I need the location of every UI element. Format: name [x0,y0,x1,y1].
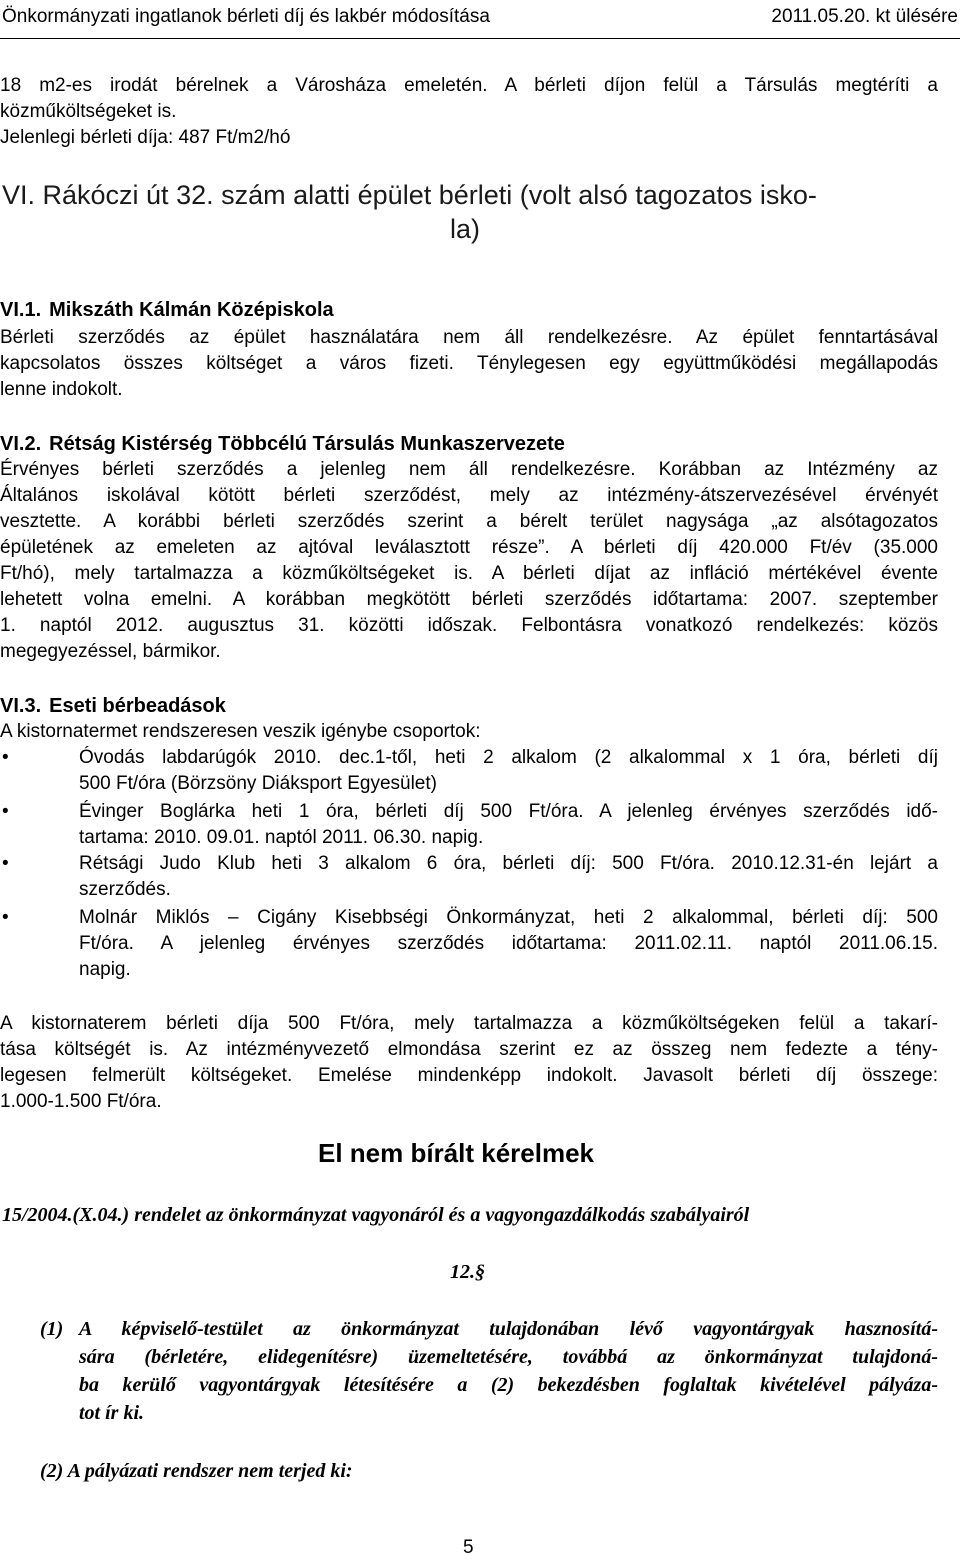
decree-line: A képviselő-testület az önkormányzat tulajdonában lévő vagyontárgyak hasznosítá- [79,1318,938,1340]
header-title: Önkormányzati ingatlanok bérleti díj és lakbér módosítása [2,6,490,27]
paragraph-line: lehetett volna emelni. A korábban megkötött bérleti szerződés időtartama: 2007. szeptember [0,589,938,610]
paragraph-line: Érvényes bérleti szerződés a jelenleg nem áll rendelkezésre. Korábban az Intézmény az [0,459,938,480]
paragraph-line: Bérleti szerződés az épület használatára nem áll rendelkezésre. Az épület fenntartásával [0,327,938,348]
list-item-line: tartama: 2010. 09.01. naptól 2011. 06.30. napig. [79,827,484,848]
intro-line-1: 18 m2-es irodát bérelnek a Városháza emeletén. A bérleti díjon felül a Társulás megtéríti a [0,75,938,96]
paragraph-line: Ft/hó), mely tartalmazza a közműköltségeket is. A bérleti díjat az infláció mértékével évente [0,563,938,584]
paragraph-2: (2) A pályázati rendszer nem terjed ki: [40,1460,353,1482]
subsection-heading-vi1 [0,298,334,322]
list-item-line: Óvodás labdarúgók 2010. dec.1-től, heti 2 alkalom (2 alkalommal x 1 óra, bérleti díj [79,747,938,768]
paragraph-line: 1.000-1.500 Ft/óra. [0,1091,162,1112]
paragraph-line: Általános iskolával kötött bérleti szerződést, mely az intézmény-átszervezésével érvényét [0,485,938,506]
list-item-line: Rétsági Judo Klub heti 3 alkalom 6 óra, bérleti díj: 500 Ft/óra. 2010.12.31-én lejárt a [79,853,938,874]
heading-unjudged-requests: El nem bírált kérelmek [318,1138,595,1168]
paragraph-line: kapcsolatos összes költséget a város fizeti. Ténylegesen egy együttműködési megállapodás [0,353,938,374]
bullet-marker: • [2,853,9,874]
paragraph-line: A kistornaterem bérleti díja 500 Ft/óra, mely tartalmazza a közműköltségeken felül a takarí- [0,1013,938,1034]
bullet-marker: • [2,907,9,928]
decree-line: tot ír ki. [79,1402,145,1424]
subsection-number: VI.2. [0,433,42,455]
bullet-marker: • [2,801,9,822]
paragraph-line: lenne indokolt. [0,379,123,400]
subsection-title: Rétság Kistérség Többcélú Társulás Munkaszervezete [49,433,565,455]
list-item-line: napig. [79,959,131,980]
paragraph-number-1: (1) [40,1318,64,1340]
intro-line-2: közműköltségeket is. [0,101,177,122]
subsection-title: Mikszáth Kálmán Középiskola [49,299,334,321]
subsection-heading-vi3 [0,694,226,718]
page-header [0,0,960,39]
list-item-line: Molnár Miklós – Cigány Kisebbségi Önkormányzat, heti 2 alkalommal, bérleti díj: 500 [79,907,938,928]
subsection-title: Eseti bérbeadások [49,695,226,717]
decree-line: ba kerülő vagyontárgyak létesítésére a (2) bekezdésben foglaltak kivételével pályáza- [79,1374,938,1396]
bullet-marker: • [2,747,9,768]
list-item-line: szerződés. [79,879,171,900]
list-item-line: 500 Ft/óra (Börzsöny Diáksport Egyesület) [79,773,437,794]
section-sign-12: 12.§ [450,1261,485,1283]
section-heading-vi-cont: la) [450,214,481,244]
subsection-number: VI.3. [0,695,42,717]
paragraph-line: megegyezéssel, bármikor. [0,641,221,662]
paragraph-line: vesztette. A korábbi bérleti szerződés szerint a bérelt terület nagysága „az alsótagozatos [0,511,938,532]
subsection-heading-vi2 [0,432,565,456]
subsection-number: VI.1. [0,299,42,321]
paragraph-line: épületének az emeleten az ajtóval leválasztott része”. A bérleti díj 420.000 Ft/év (35.000 [0,537,938,558]
decree-title: 15/2004.(X.04.) rendelet az önkormányzat vagyonáról és a vagyongazdálkodás szabályairól [2,1204,750,1226]
list-item-line: Évinger Boglárka heti 1 óra, bérleti díj 500 Ft/óra. A jelenleg érvényes szerződés idő- [79,801,938,822]
paragraph-line: legesen felmerült költségeket. Emelése mindenképp indokolt. Javasolt bérleti díj összege: [0,1065,938,1086]
header-date: 2011.05.20. kt ülésére [771,6,958,27]
paragraph-line: tása költségét is. Az intézményvezető elmondása szerint ez az összeg nem fedezte a tény- [0,1039,938,1060]
paragraph-line: 1. naptól 2012. augusztus 31. közötti időszak. Felbontásra vonatkozó rendelkezés: közös [0,615,938,636]
page-number: 5 [463,1537,474,1558]
decree-line: sára (bérletére, elidegenítésre) üzemeltetésére, továbbá az önkormányzat tulajdoná- [79,1346,938,1368]
intro-line-3: Jelenlegi bérleti díja: 487 Ft/m2/hó [0,127,291,148]
list-item-line: Ft/óra. A jelenleg érvényes szerződés időtartama: 2011.02.11. naptól 2011.06.15. [79,933,938,954]
paragraph-line: A kistornatermet rendszeresen veszik igénybe csoportok: [0,721,481,742]
section-heading-vi: VI. Rákóczi út 32. szám alatti épület bérleti (volt alsó tagozatos isko- [2,180,817,210]
